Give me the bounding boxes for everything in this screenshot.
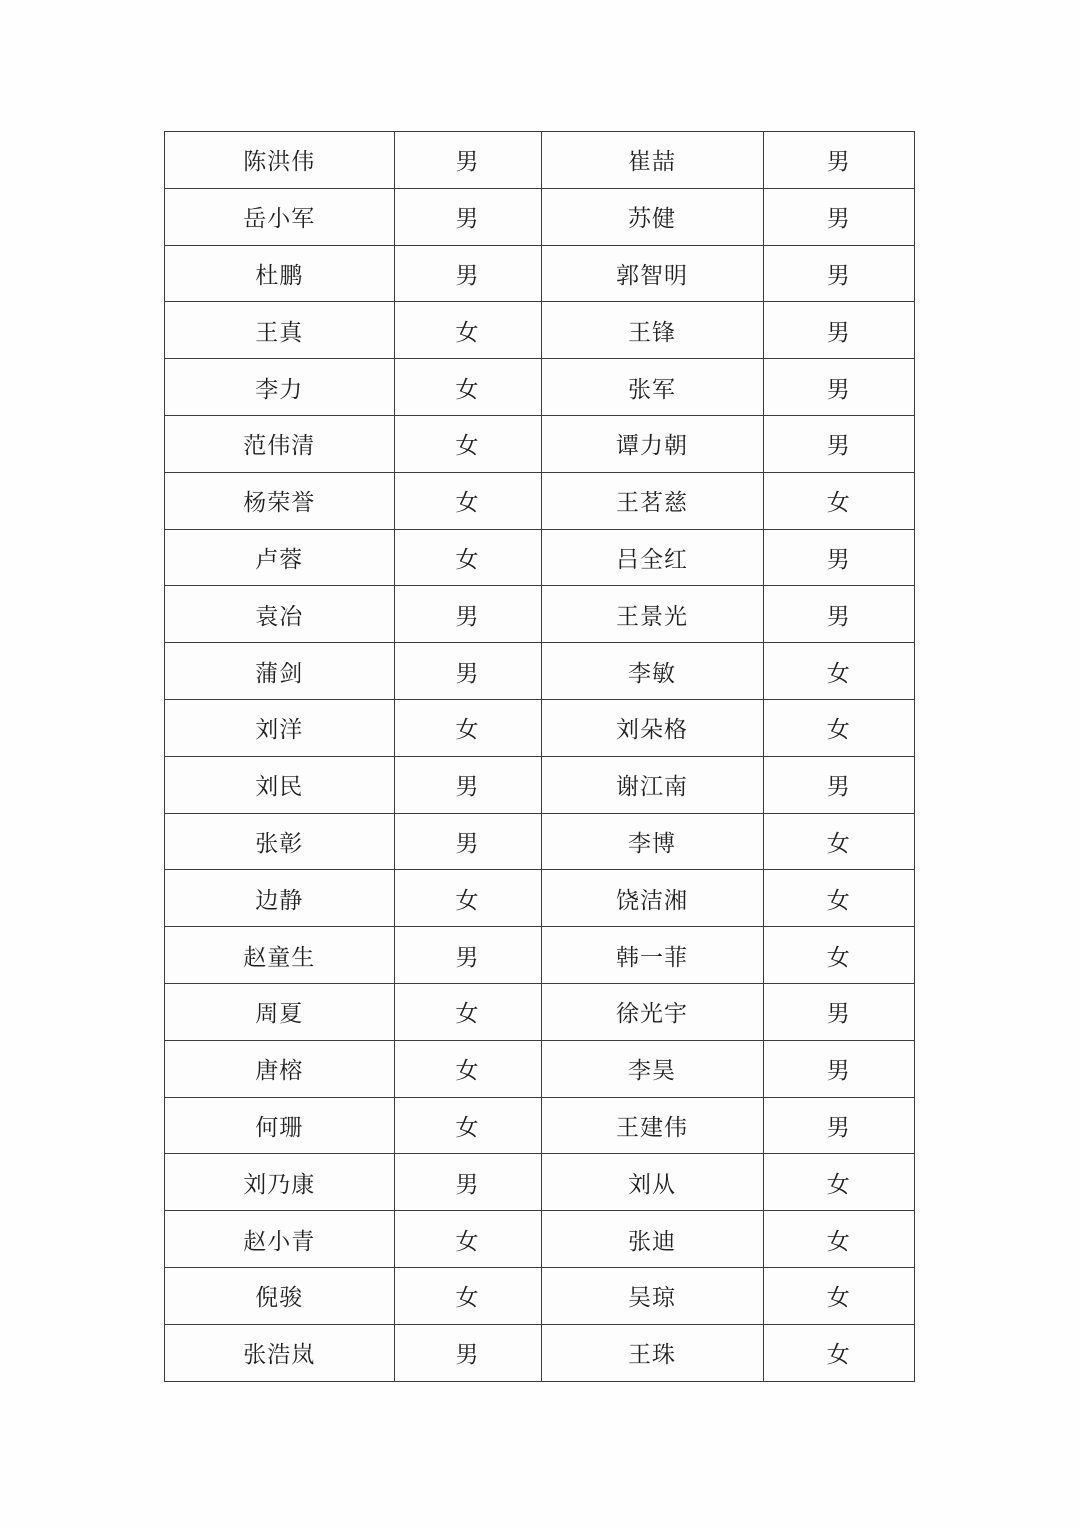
name-cell: 张迪 (541, 1211, 763, 1268)
gender-cell: 女 (394, 415, 541, 472)
name-cell: 何珊 (165, 1097, 395, 1154)
gender-cell: 男 (394, 188, 541, 245)
table-row (165, 699, 915, 756)
name-cell: 李博 (541, 813, 763, 870)
gender-cell: 男 (394, 927, 541, 984)
name-cell: 李昊 (541, 1040, 763, 1097)
name-cell: 刘从 (541, 1154, 763, 1211)
gender-cell: 男 (394, 245, 541, 302)
name-cell: 岳小军 (165, 188, 395, 245)
gender-cell: 女 (394, 870, 541, 927)
table-row (165, 359, 915, 416)
gender-cell: 女 (394, 1211, 541, 1268)
gender-cell: 男 (394, 1154, 541, 1211)
table-row (165, 983, 915, 1040)
gender-cell: 女 (394, 1097, 541, 1154)
name-cell: 袁冶 (165, 586, 395, 643)
name-cell: 饶洁湘 (541, 870, 763, 927)
table-row (165, 643, 915, 700)
gender-cell: 女 (763, 1211, 915, 1268)
gender-cell: 女 (763, 1324, 915, 1381)
name-cell: 刘朵格 (541, 699, 763, 756)
name-cell: 徐光宇 (541, 983, 763, 1040)
gender-cell: 男 (763, 245, 915, 302)
table-row (165, 415, 915, 472)
gender-cell: 女 (394, 359, 541, 416)
name-cell: 吴琼 (541, 1267, 763, 1324)
name-cell: 王锋 (541, 302, 763, 359)
gender-cell: 女 (763, 472, 915, 529)
table-row (165, 927, 915, 984)
gender-cell: 女 (394, 529, 541, 586)
gender-cell: 女 (763, 643, 915, 700)
gender-cell: 男 (763, 983, 915, 1040)
name-cell: 赵童生 (165, 927, 395, 984)
table-row (165, 1154, 915, 1211)
table-row (165, 586, 915, 643)
name-cell: 王真 (165, 302, 395, 359)
name-cell: 谭力朝 (541, 415, 763, 472)
gender-cell: 女 (394, 983, 541, 1040)
name-cell: 倪骏 (165, 1267, 395, 1324)
gender-cell: 男 (394, 132, 541, 189)
table-row (165, 813, 915, 870)
table-row (165, 132, 915, 189)
name-cell: 王景光 (541, 586, 763, 643)
gender-cell: 女 (394, 302, 541, 359)
table-row (165, 870, 915, 927)
gender-cell: 男 (394, 756, 541, 813)
name-cell: 刘洋 (165, 699, 395, 756)
name-cell: 韩一菲 (541, 927, 763, 984)
table-row (165, 1267, 915, 1324)
gender-cell: 女 (763, 927, 915, 984)
gender-cell: 女 (394, 1040, 541, 1097)
gender-cell: 女 (763, 1154, 915, 1211)
table-row (165, 1040, 915, 1097)
gender-cell: 男 (763, 302, 915, 359)
gender-cell: 男 (394, 643, 541, 700)
name-cell: 周夏 (165, 983, 395, 1040)
name-cell: 谢江南 (541, 756, 763, 813)
gender-cell: 男 (763, 132, 915, 189)
name-cell: 赵小青 (165, 1211, 395, 1268)
name-cell: 苏健 (541, 188, 763, 245)
name-cell: 蒲剑 (165, 643, 395, 700)
name-cell: 郭智明 (541, 245, 763, 302)
gender-cell: 男 (763, 1040, 915, 1097)
gender-cell: 男 (763, 1097, 915, 1154)
name-cell: 张彰 (165, 813, 395, 870)
name-cell: 王建伟 (541, 1097, 763, 1154)
gender-cell: 男 (763, 586, 915, 643)
gender-cell: 男 (763, 756, 915, 813)
name-cell: 李力 (165, 359, 395, 416)
name-cell: 崔喆 (541, 132, 763, 189)
gender-cell: 女 (763, 813, 915, 870)
gender-cell: 男 (763, 359, 915, 416)
table-row (165, 756, 915, 813)
name-cell: 张军 (541, 359, 763, 416)
gender-cell: 男 (394, 1324, 541, 1381)
name-cell: 唐榕 (165, 1040, 395, 1097)
name-cell: 刘乃康 (165, 1154, 395, 1211)
gender-cell: 女 (394, 1267, 541, 1324)
gender-cell: 男 (394, 586, 541, 643)
table-row (165, 188, 915, 245)
table-row (165, 245, 915, 302)
name-cell: 卢蓉 (165, 529, 395, 586)
gender-cell: 男 (763, 415, 915, 472)
gender-cell: 女 (763, 699, 915, 756)
gender-cell: 女 (394, 699, 541, 756)
gender-cell: 男 (394, 813, 541, 870)
name-cell: 王茗慈 (541, 472, 763, 529)
name-cell: 陈洪伟 (165, 132, 395, 189)
name-cell: 范伟清 (165, 415, 395, 472)
gender-cell: 女 (763, 870, 915, 927)
name-cell: 杨荣誉 (165, 472, 395, 529)
table-row (165, 1211, 915, 1268)
name-cell: 边静 (165, 870, 395, 927)
gender-cell: 男 (763, 188, 915, 245)
gender-cell: 男 (763, 529, 915, 586)
gender-cell: 女 (763, 1267, 915, 1324)
table-row (165, 529, 915, 586)
table-row (165, 472, 915, 529)
table-row (165, 1324, 915, 1381)
name-cell: 张浩岚 (165, 1324, 395, 1381)
name-cell: 王珠 (541, 1324, 763, 1381)
gender-cell: 女 (394, 472, 541, 529)
name-cell: 吕全红 (541, 529, 763, 586)
name-cell: 刘民 (165, 756, 395, 813)
name-cell: 杜鹏 (165, 245, 395, 302)
roster-body (165, 132, 915, 1382)
table-row (165, 1097, 915, 1154)
table-row (165, 302, 915, 359)
roster-table (164, 131, 915, 1382)
name-cell: 李敏 (541, 643, 763, 700)
